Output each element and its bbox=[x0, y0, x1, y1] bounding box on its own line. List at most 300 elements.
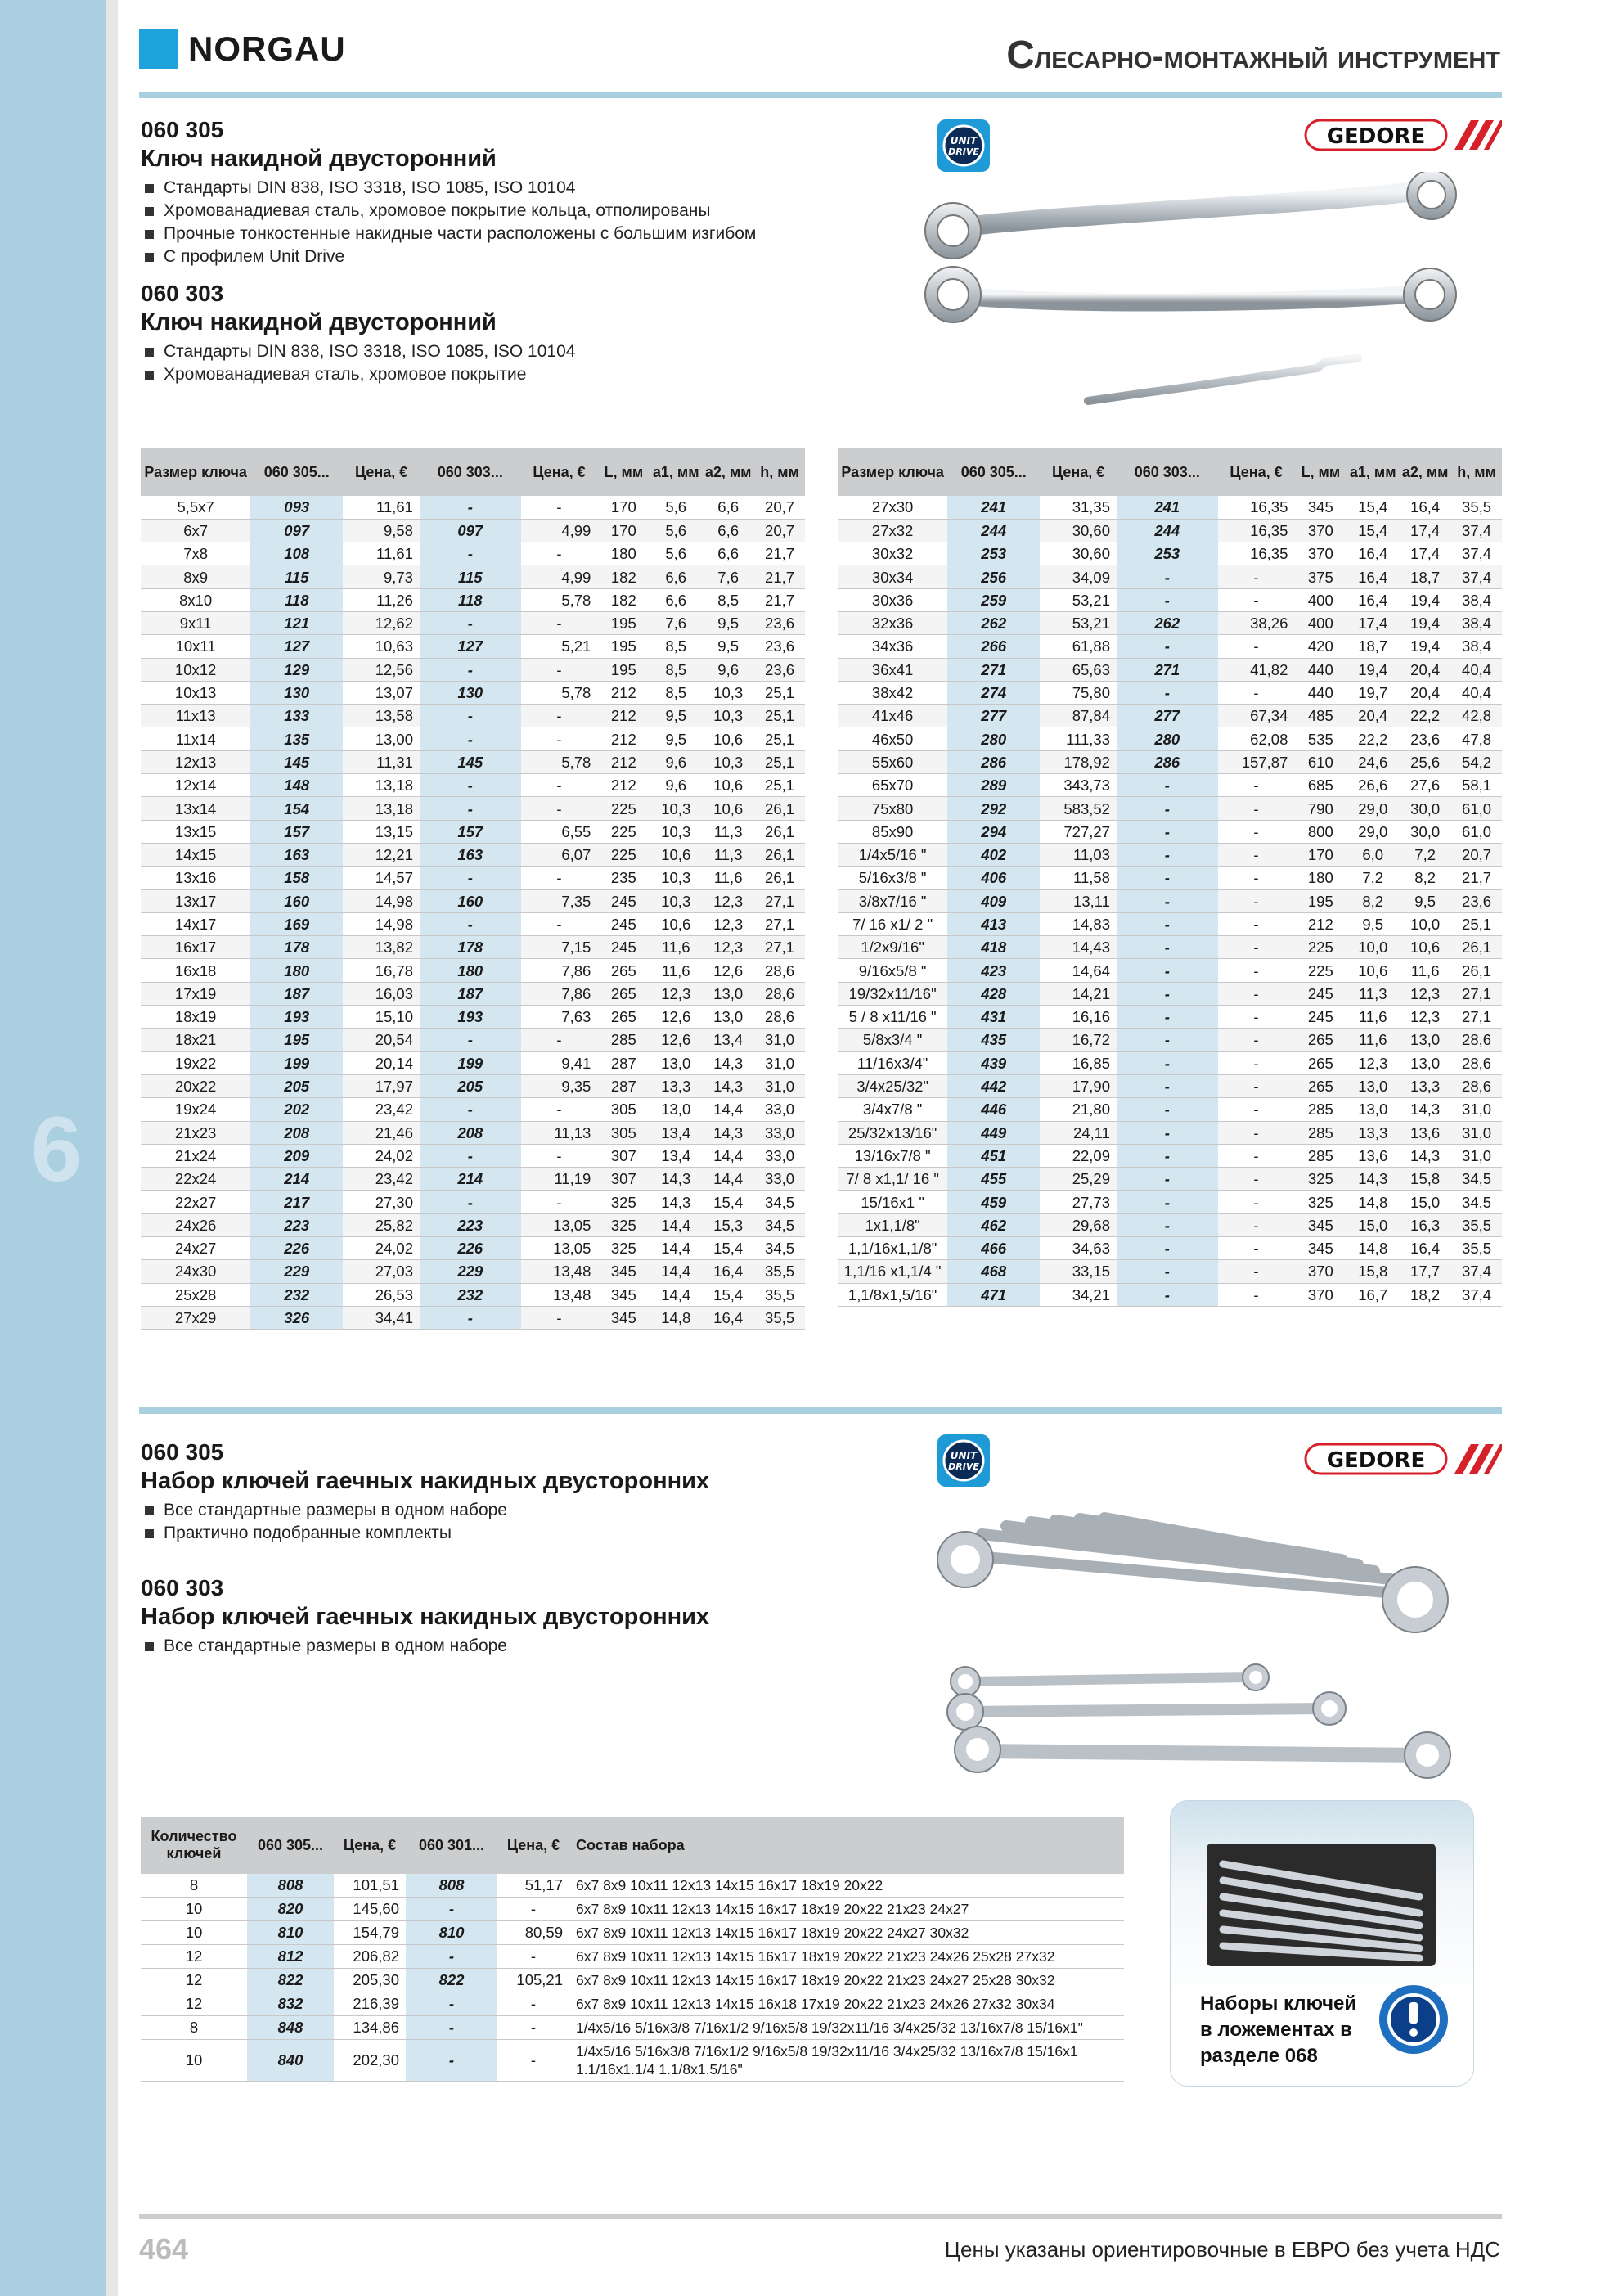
table-cell: 6,07 bbox=[521, 843, 598, 866]
table-cell: 345 bbox=[597, 1306, 650, 1329]
table-row bbox=[141, 1306, 805, 1329]
svg-text:UNIT: UNIT bbox=[950, 135, 978, 146]
table-cell: 7/ 16 x1/ 2 " bbox=[838, 912, 947, 935]
table-cell: - bbox=[1117, 1283, 1218, 1306]
svg-text:UNIT: UNIT bbox=[950, 1450, 978, 1461]
table-cell: 12x14 bbox=[141, 774, 250, 797]
table-cell: 10,3 bbox=[702, 750, 754, 773]
feature-item: Хромованадиевая сталь, хромовое покрытие кольца, отполированы bbox=[144, 200, 756, 223]
table-cell: 5 / 8 x11/16 " bbox=[838, 1006, 947, 1029]
table-cell: 35,5 bbox=[754, 1260, 805, 1283]
table-cell: 19/32x11/16" bbox=[838, 982, 947, 1005]
table-cell: 812 bbox=[247, 1945, 334, 1969]
table-row bbox=[141, 519, 805, 542]
table-cell: 30,60 bbox=[1040, 519, 1117, 542]
table-cell: 13x15 bbox=[141, 820, 250, 843]
table-cell: 232 bbox=[420, 1283, 521, 1306]
table-cell: 3/4x7/8 " bbox=[838, 1098, 947, 1121]
table-cell: 17,4 bbox=[1399, 519, 1451, 542]
table-cell: 18,7 bbox=[1347, 635, 1399, 658]
table-cell: 16,4 bbox=[1347, 588, 1399, 611]
section-title-rest: лесарно-монтажный инструмент bbox=[1034, 37, 1500, 75]
column-header: Размер ключа bbox=[838, 448, 947, 496]
table-cell: - bbox=[1218, 1260, 1295, 1283]
table-cell: 832 bbox=[247, 1992, 334, 2016]
table-cell: 9,58 bbox=[343, 519, 420, 542]
table-cell: 10,3 bbox=[650, 797, 702, 820]
table-cell: 265 bbox=[597, 1006, 650, 1029]
table-cell: 418 bbox=[947, 936, 1040, 959]
table-row bbox=[838, 843, 1502, 866]
table-cell: 27,6 bbox=[1399, 774, 1451, 797]
table-cell: 7,6 bbox=[702, 565, 754, 588]
product-code: 060 305 bbox=[141, 1439, 224, 1465]
table-cell: 199 bbox=[420, 1051, 521, 1074]
table-cell: 27,1 bbox=[1451, 1006, 1502, 1029]
table-header-row bbox=[141, 1817, 1124, 1874]
table-cell: 34,63 bbox=[1040, 1237, 1117, 1260]
table-row bbox=[838, 1051, 1502, 1074]
table-cell: 17,90 bbox=[1040, 1074, 1117, 1097]
table-cell: 12 bbox=[141, 1969, 247, 1992]
feature-item: Стандарты DIN 838, ISO 3318, ISO 1085, ISO 10104 bbox=[144, 177, 756, 200]
table-cell: 35,5 bbox=[1451, 496, 1502, 519]
table-cell: 10x11 bbox=[141, 635, 250, 658]
table-cell: 235 bbox=[597, 867, 650, 889]
table-cell: 13/16x7/8 " bbox=[838, 1144, 947, 1167]
table-cell: 42,8 bbox=[1451, 705, 1502, 727]
table-cell: 097 bbox=[250, 519, 343, 542]
table-cell: 440 bbox=[1294, 658, 1347, 681]
table-cell: 13,18 bbox=[343, 774, 420, 797]
table-cell: - bbox=[521, 912, 598, 935]
chapter-number: 6 bbox=[30, 1098, 83, 1200]
table-cell: 29,68 bbox=[1040, 1213, 1117, 1236]
column-header: a2, мм bbox=[1399, 448, 1451, 496]
table-cell: 15,3 bbox=[702, 1213, 754, 1236]
table-cell: 13,3 bbox=[650, 1074, 702, 1097]
table-cell: 18x19 bbox=[141, 1006, 250, 1029]
table-cell: 214 bbox=[420, 1168, 521, 1191]
table-cell: 195 bbox=[1294, 889, 1347, 912]
table-cell: 30,60 bbox=[1040, 542, 1117, 565]
table-cell: 256 bbox=[947, 565, 1040, 588]
table-cell: 1,1/16x1,1/8" bbox=[838, 1237, 947, 1260]
table-cell: 265 bbox=[597, 959, 650, 982]
table-cell: 253 bbox=[947, 542, 1040, 565]
table-cell: 1,1/8x1,5/16" bbox=[838, 1283, 947, 1306]
table-cell: 402 bbox=[947, 843, 1040, 866]
table-cell: 245 bbox=[1294, 982, 1347, 1005]
table-cell: 12,6 bbox=[650, 1006, 702, 1029]
table-cell: 21,7 bbox=[754, 542, 805, 565]
table-cell: 47,8 bbox=[1451, 727, 1502, 750]
table-cell: 24,02 bbox=[343, 1237, 420, 1260]
sidebar-edge bbox=[106, 0, 118, 2296]
table-cell: 325 bbox=[1294, 1168, 1347, 1191]
table-cell: - bbox=[420, 658, 521, 681]
table-cell: 14,83 bbox=[1040, 912, 1117, 935]
feature-list bbox=[144, 1635, 507, 1658]
table-cell: 205,30 bbox=[334, 1969, 406, 1992]
table-row bbox=[141, 1074, 805, 1097]
table-cell: 11,61 bbox=[343, 542, 420, 565]
table-row bbox=[141, 1191, 805, 1213]
table-cell: 16,35 bbox=[1218, 542, 1295, 565]
table-cell: - bbox=[497, 1992, 569, 2016]
table-cell: 423 bbox=[947, 959, 1040, 982]
table-cell: 26,6 bbox=[1347, 774, 1399, 797]
table-row bbox=[141, 2040, 1124, 2082]
table-cell: 134,86 bbox=[334, 2016, 406, 2040]
column-header: 060 303... bbox=[1117, 448, 1218, 496]
table-cell: 157 bbox=[420, 820, 521, 843]
table-cell: - bbox=[521, 867, 598, 889]
table-cell: 25,82 bbox=[343, 1213, 420, 1236]
table-cell: 154 bbox=[250, 797, 343, 820]
footer-rule bbox=[139, 2214, 1502, 2219]
table-cell: - bbox=[420, 1029, 521, 1051]
table-cell: 13,15 bbox=[343, 820, 420, 843]
brand-logo-square bbox=[139, 29, 178, 69]
table-cell: - bbox=[1218, 820, 1295, 843]
column-header: Цена, € bbox=[343, 448, 420, 496]
table-cell: 226 bbox=[420, 1237, 521, 1260]
table-body bbox=[141, 1874, 1124, 2082]
table-cell: 31,0 bbox=[754, 1074, 805, 1097]
table-cell: 24x27 bbox=[141, 1237, 250, 1260]
exclamation-icon bbox=[1377, 1983, 1450, 2056]
table-cell: 65x70 bbox=[838, 774, 947, 797]
table-cell: - bbox=[1218, 1168, 1295, 1191]
table-cell: 400 bbox=[1294, 588, 1347, 611]
table-cell: 180 bbox=[597, 542, 650, 565]
table-cell: - bbox=[1218, 1098, 1295, 1121]
table-cell: 65,63 bbox=[1040, 658, 1117, 681]
table-cell: 41x46 bbox=[838, 705, 947, 727]
table-cell: 7,2 bbox=[1399, 843, 1451, 866]
table-cell: 305 bbox=[597, 1098, 650, 1121]
table-row bbox=[141, 982, 805, 1005]
table-cell: 10 bbox=[141, 2040, 247, 2082]
table-cell: 31,0 bbox=[754, 1051, 805, 1074]
table-cell: 9x11 bbox=[141, 611, 250, 634]
table-cell: 420 bbox=[1294, 635, 1347, 658]
table-cell: 35,5 bbox=[754, 1283, 805, 1306]
table-cell: 22,2 bbox=[1399, 705, 1451, 727]
table-cell: 11,58 bbox=[1040, 867, 1117, 889]
table-cell: 225 bbox=[1294, 936, 1347, 959]
table-row bbox=[838, 912, 1502, 935]
table-cell: 37,4 bbox=[1451, 1283, 1502, 1306]
table-cell: 26,1 bbox=[754, 843, 805, 866]
table-cell: 13,0 bbox=[702, 1006, 754, 1029]
table-cell: 13,4 bbox=[650, 1121, 702, 1144]
table-cell: 10 bbox=[141, 1898, 247, 1921]
column-header: Цена, € bbox=[1218, 448, 1295, 496]
table-cell: 121 bbox=[250, 611, 343, 634]
table-cell: 15,4 bbox=[702, 1191, 754, 1213]
table-cell: 13,6 bbox=[1399, 1121, 1451, 1144]
table-row bbox=[838, 1260, 1502, 1283]
table-cell: 163 bbox=[420, 843, 521, 866]
table-cell: 157 bbox=[250, 820, 343, 843]
table-cell: 11/16x3/4" bbox=[838, 1051, 947, 1074]
table-cell: 12,6 bbox=[650, 1029, 702, 1051]
table-cell: 37,4 bbox=[1451, 519, 1502, 542]
table-cell: 208 bbox=[250, 1121, 343, 1144]
column-header: h, мм bbox=[1451, 448, 1502, 496]
table-cell: 34,41 bbox=[343, 1306, 420, 1329]
table-row bbox=[141, 658, 805, 681]
table-cell: - bbox=[1117, 912, 1218, 935]
wrench-table-left bbox=[141, 448, 805, 1330]
table-cell: 24,6 bbox=[1347, 750, 1399, 773]
table-cell: 13,0 bbox=[702, 982, 754, 1005]
table-cell: 11,6 bbox=[702, 867, 754, 889]
table-cell: - bbox=[1117, 635, 1218, 658]
table-cell: 135 bbox=[250, 727, 343, 750]
table-cell: 15,4 bbox=[702, 1237, 754, 1260]
column-header: Цена, € bbox=[497, 1817, 569, 1874]
table-cell: 7x8 bbox=[141, 542, 250, 565]
table-cell: 25,1 bbox=[1451, 912, 1502, 935]
table-cell: 285 bbox=[1294, 1144, 1347, 1167]
table-cell: - bbox=[1218, 1237, 1295, 1260]
table-cell: 1,1/16 x1,1/4 " bbox=[838, 1260, 947, 1283]
table-cell: 216,39 bbox=[334, 1992, 406, 2016]
table-cell: 12,3 bbox=[702, 912, 754, 935]
table-cell: - bbox=[1218, 1283, 1295, 1306]
column-header: 060 305... bbox=[250, 448, 343, 496]
table-cell: 229 bbox=[420, 1260, 521, 1283]
table-cell: 10,6 bbox=[650, 843, 702, 866]
table-cell: 808 bbox=[406, 1874, 497, 1898]
table-cell: - bbox=[497, 2040, 569, 2082]
table-cell: - bbox=[420, 1098, 521, 1121]
table-cell: 36x41 bbox=[838, 658, 947, 681]
table-cell: 12,3 bbox=[1399, 982, 1451, 1005]
table-cell: 38,4 bbox=[1451, 635, 1502, 658]
table-cell: 19x22 bbox=[141, 1051, 250, 1074]
table-cell: - bbox=[1117, 1051, 1218, 1074]
table-cell: 6,6 bbox=[702, 542, 754, 565]
table-cell: 229 bbox=[250, 1260, 343, 1283]
info-box[interactable] bbox=[1170, 1800, 1474, 2087]
table-row bbox=[141, 889, 805, 912]
table-row bbox=[141, 843, 805, 866]
table-cell: 130 bbox=[420, 681, 521, 704]
svg-text:DRIVE: DRIVE bbox=[948, 146, 979, 157]
table-cell: 129 bbox=[250, 658, 343, 681]
table-cell: 61,0 bbox=[1451, 797, 1502, 820]
table-cell: 28,6 bbox=[754, 959, 805, 982]
table-row bbox=[141, 959, 805, 982]
table-cell: 19,7 bbox=[1347, 681, 1399, 704]
table-cell: 262 bbox=[1117, 611, 1218, 634]
table-cell: 822 bbox=[247, 1969, 334, 1992]
table-cell: 12,21 bbox=[343, 843, 420, 866]
table-cell: 277 bbox=[1117, 705, 1218, 727]
table-cell: 13,3 bbox=[1347, 1121, 1399, 1144]
table-cell: 244 bbox=[1117, 519, 1218, 542]
table-cell: 7,63 bbox=[521, 1006, 598, 1029]
table-cell: 727,27 bbox=[1040, 820, 1117, 843]
table-cell: - bbox=[1218, 912, 1295, 935]
info-line: в ложементах в bbox=[1200, 2019, 1352, 2041]
table-cell: 16,7 bbox=[1347, 1283, 1399, 1306]
table-row bbox=[141, 1898, 1124, 1921]
table-cell: 54,2 bbox=[1451, 750, 1502, 773]
table-cell: 169 bbox=[250, 912, 343, 935]
table-cell: 439 bbox=[947, 1051, 1040, 1074]
section-title-first-letter: С bbox=[1006, 34, 1035, 77]
table-cell: 127 bbox=[420, 635, 521, 658]
table-cell: - bbox=[420, 867, 521, 889]
table-cell: 16,85 bbox=[1040, 1051, 1117, 1074]
table-cell: - bbox=[1218, 959, 1295, 982]
table-cell: 455 bbox=[947, 1168, 1040, 1191]
table-cell: 406 bbox=[947, 867, 1040, 889]
table-cell: 11,03 bbox=[1040, 843, 1117, 866]
table-cell: 274 bbox=[947, 681, 1040, 704]
table-cell: 12,56 bbox=[343, 658, 420, 681]
column-header: 060 301... bbox=[406, 1817, 497, 1874]
table-cell: 8,5 bbox=[650, 658, 702, 681]
table-cell: 345 bbox=[1294, 496, 1347, 519]
table-cell: 223 bbox=[250, 1213, 343, 1236]
table-cell: 32x36 bbox=[838, 611, 947, 634]
table-row bbox=[838, 982, 1502, 1005]
column-header: a2, мм bbox=[702, 448, 754, 496]
table-row bbox=[838, 1098, 1502, 1121]
table-cell: 280 bbox=[947, 727, 1040, 750]
table-cell: 466 bbox=[947, 1237, 1040, 1260]
table-cell: 15,0 bbox=[1399, 1191, 1451, 1213]
svg-text:DRIVE: DRIVE bbox=[948, 1461, 979, 1472]
table-row bbox=[141, 912, 805, 935]
table-row bbox=[838, 1144, 1502, 1167]
table-cell: 87,84 bbox=[1040, 705, 1117, 727]
table-cell: 790 bbox=[1294, 797, 1347, 820]
table-cell: - bbox=[521, 611, 598, 634]
table-row bbox=[141, 611, 805, 634]
table-cell: 14,3 bbox=[702, 1121, 754, 1144]
table-row bbox=[838, 959, 1502, 982]
table-row bbox=[838, 820, 1502, 843]
table-cell: 31,0 bbox=[1451, 1098, 1502, 1121]
table-cell: - bbox=[497, 1945, 569, 1969]
table-cell: 205 bbox=[250, 1074, 343, 1097]
table-cell: 14,3 bbox=[702, 1051, 754, 1074]
table-row bbox=[838, 1168, 1502, 1191]
table-cell: 20,14 bbox=[343, 1051, 420, 1074]
section-rule bbox=[139, 1407, 1502, 1414]
table-row bbox=[141, 1029, 805, 1051]
table-cell: 325 bbox=[1294, 1191, 1347, 1213]
table-cell: 1/4x5/16 5/16x3/8 7/16x1/2 9/16x5/8 19/32x11/16 3/4x25/32 13/16x7/8 15/16x1 1.1/16x1.1/4 1.1/8x1.5/16" bbox=[569, 2040, 1124, 2082]
table-row bbox=[838, 797, 1502, 820]
table-cell: 266 bbox=[947, 635, 1040, 658]
column-header: Состав набора bbox=[569, 1817, 1124, 1874]
table-cell: - bbox=[1117, 1029, 1218, 1051]
table-cell: - bbox=[1117, 820, 1218, 843]
table-cell: 375 bbox=[1294, 565, 1347, 588]
table-cell: 6,6 bbox=[702, 519, 754, 542]
table-cell: - bbox=[1218, 1213, 1295, 1236]
table-cell: 8 bbox=[141, 2016, 247, 2040]
table-cell: - bbox=[521, 542, 598, 565]
table-cell: 55x60 bbox=[838, 750, 947, 773]
table-cell: - bbox=[1117, 588, 1218, 611]
table-cell: 34,5 bbox=[754, 1237, 805, 1260]
table-cell: 61,88 bbox=[1040, 635, 1117, 658]
table-cell: 16x18 bbox=[141, 959, 250, 982]
table-row bbox=[838, 519, 1502, 542]
table-cell: 27,1 bbox=[754, 889, 805, 912]
table-cell: 37,4 bbox=[1451, 542, 1502, 565]
table-cell: 38,26 bbox=[1218, 611, 1295, 634]
feature-item: Стандарты DIN 838, ISO 3318, ISO 1085, ISO 10104 bbox=[144, 340, 575, 363]
table-cell: 19x24 bbox=[141, 1098, 250, 1121]
table-cell: 14x17 bbox=[141, 912, 250, 935]
table-cell: 325 bbox=[597, 1191, 650, 1213]
table-cell: - bbox=[521, 797, 598, 820]
table-body bbox=[838, 496, 1502, 1306]
table-cell: 462 bbox=[947, 1213, 1040, 1236]
table-cell: 11,13 bbox=[521, 1121, 598, 1144]
table-cell: 209 bbox=[250, 1144, 343, 1167]
table-cell: 15,4 bbox=[1347, 519, 1399, 542]
table-cell: 25,1 bbox=[754, 750, 805, 773]
table-cell: 31,0 bbox=[1451, 1121, 1502, 1144]
table-cell: 33,0 bbox=[754, 1121, 805, 1144]
table-header-row bbox=[838, 448, 1502, 496]
table-cell: 23,42 bbox=[343, 1098, 420, 1121]
table-cell: 34,21 bbox=[1040, 1283, 1117, 1306]
feature-item: Все стандартные размеры в одном наборе bbox=[144, 1635, 507, 1658]
table-cell: - bbox=[1218, 635, 1295, 658]
table-cell: 16,4 bbox=[702, 1260, 754, 1283]
table-cell: - bbox=[521, 774, 598, 797]
table-cell: 10,3 bbox=[702, 705, 754, 727]
feature-item: Прочные тонкостенные накидные части расположены с большим изгибом bbox=[144, 223, 756, 245]
table-cell: 10,63 bbox=[343, 635, 420, 658]
table-cell: 17x19 bbox=[141, 982, 250, 1005]
table-cell: - bbox=[1117, 1168, 1218, 1191]
table-cell: 440 bbox=[1294, 681, 1347, 704]
wrench-image bbox=[916, 172, 1481, 417]
table-cell: 13x14 bbox=[141, 797, 250, 820]
table-cell: 459 bbox=[947, 1191, 1040, 1213]
table-cell: 133 bbox=[250, 705, 343, 727]
table-cell: 1x1,1/8" bbox=[838, 1213, 947, 1236]
table-cell: 307 bbox=[597, 1168, 650, 1191]
table-cell: 13,82 bbox=[343, 936, 420, 959]
table-row bbox=[141, 1921, 1124, 1945]
table-cell: - bbox=[1218, 867, 1295, 889]
table-cell: 180 bbox=[250, 959, 343, 982]
table-row bbox=[141, 750, 805, 773]
table-header-row bbox=[141, 448, 805, 496]
table-cell: 10,0 bbox=[1347, 936, 1399, 959]
table-cell: 19,4 bbox=[1399, 588, 1451, 611]
table-cell: 370 bbox=[1294, 1283, 1347, 1306]
table-cell: 187 bbox=[420, 982, 521, 1005]
table-cell: 212 bbox=[597, 727, 650, 750]
table-cell: 53,21 bbox=[1040, 588, 1117, 611]
table-cell: - bbox=[521, 1098, 598, 1121]
